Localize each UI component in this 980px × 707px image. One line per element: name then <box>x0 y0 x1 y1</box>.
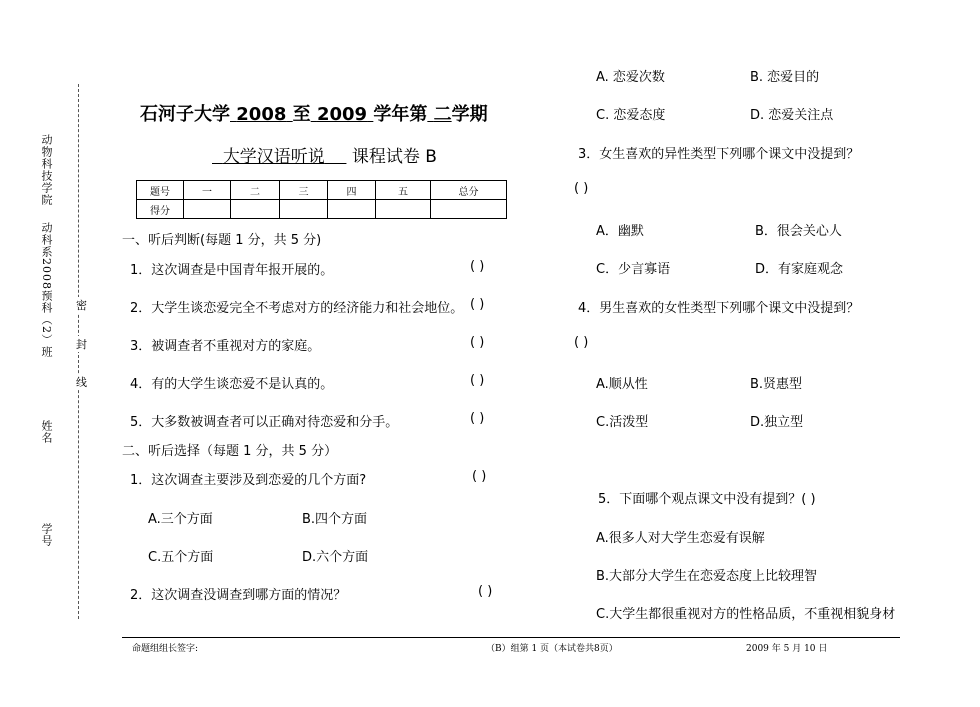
s2-q1-option-b: B.四个方面 <box>302 512 368 527</box>
score-input-cell <box>184 200 231 219</box>
footer-signature-label: 命题组组长签字: <box>132 644 199 654</box>
s2-q2-option-b: B. 恋爱目的 <box>750 70 820 85</box>
s1-q4-blank: ( ) <box>470 373 485 388</box>
s2-q2-text: 2．这次调查没调查到哪方面的情况？ <box>130 588 347 603</box>
s2-q1-option-d: D.六个方面 <box>302 550 369 565</box>
s2-q1-option-c: C.五个方面 <box>148 550 214 565</box>
s2-q1-option-a: A.三个方面 <box>148 512 213 527</box>
s2-q2-option-d: D. 恋爱关注点 <box>750 108 834 123</box>
margin-name-label: 姓名 <box>40 420 53 444</box>
score-input-cell <box>376 200 431 219</box>
s2-q4-blank: ( ) <box>574 335 589 350</box>
score-input-cell <box>328 200 376 219</box>
seal-char-1: 密 <box>76 299 87 312</box>
seal-char-3: 线 <box>76 376 87 389</box>
score-cell: 得分 <box>137 200 184 219</box>
s2-q2-option-c: C. 恋爱态度 <box>596 108 666 123</box>
s2-q5-option-a: A.很多人对大学生恋爱有误解 <box>596 531 765 546</box>
s2-q1-text: 1．这次调查主要涉及到恋爱的几个方面? <box>130 473 367 488</box>
margin-id-label: 学号 <box>40 523 53 547</box>
score-cell: 五 <box>376 181 431 200</box>
s2-q5-option-b: B.大部分大学生在恋爱态度上比较理智 <box>596 569 818 584</box>
s1-q5-text: 5．大多数被调查者可以正确对待恋爱和分手。 <box>130 415 399 430</box>
margin-class: 动科系2008预科（2）班 <box>40 222 53 358</box>
s2-q2-blank: ( ) <box>478 584 493 599</box>
s2-q4-option-a: A.顺从性 <box>596 377 648 392</box>
title-year-term: 学年第 <box>373 104 428 125</box>
exam-title <box>140 100 488 126</box>
s2-q5-text: 5．下面哪个观点课文中没有提到？( ) <box>598 492 816 507</box>
s1-q2-blank: ( ) <box>470 297 485 312</box>
s1-q5-blank: ( ) <box>470 411 485 426</box>
title-semester-suffix: 学期 <box>451 104 488 125</box>
footer-page-info: （B）组第 1 页（本试卷共8页） <box>486 644 618 654</box>
score-cell: 三 <box>280 181 328 200</box>
s1-q3-text: 3．被调查者不重视对方的家庭。 <box>130 339 321 354</box>
semester: 二 <box>433 104 452 125</box>
s2-q4-option-d: D.独立型 <box>750 415 804 430</box>
section1-heading: 一、听后判断(每题 1 分，共 5 分) <box>122 233 322 248</box>
margin-college: 动物科技学院 <box>40 134 53 206</box>
score-input-cell <box>280 200 328 219</box>
score-cell: 一 <box>184 181 231 200</box>
s2-q1-blank: ( ) <box>472 469 487 484</box>
score-cell: 四 <box>328 181 376 200</box>
footer-date: 2009 年 5 月 10 日 <box>746 644 828 654</box>
score-cell: 二 <box>231 181 280 200</box>
s2-q3-option-a: A．幽默 <box>596 224 644 239</box>
s2-q5-option-c: C.大学生都很重视对方的性格品质，不重视相貌身材 <box>596 607 896 622</box>
s2-q3-option-d: D．有家庭观念 <box>755 262 844 277</box>
s1-q1-blank: ( ) <box>470 259 485 274</box>
s2-q3-blank: ( ) <box>574 181 589 196</box>
s1-q1-text: 1．这次调查是中国青年报开展的。 <box>130 263 334 278</box>
s1-q3-blank: ( ) <box>470 335 485 350</box>
course-name: 大学汉语听说 <box>222 147 325 167</box>
course-title <box>212 142 437 167</box>
score-cell: 题号 <box>137 181 184 200</box>
s2-q4-option-b: B.贤惠型 <box>750 377 803 392</box>
s2-q3-text: 3．女生喜欢的异性类型下列哪个课文中没提到？ <box>578 147 860 162</box>
course-suffix: 课程试卷 B <box>351 147 437 167</box>
score-input-cell <box>431 200 507 219</box>
year-start: 2008 <box>236 104 287 125</box>
footer-rule <box>122 637 900 638</box>
title-to: 至 <box>292 104 311 125</box>
s1-q4-text: 4．有的大学生谈恋爱不是认真的。 <box>130 377 334 392</box>
university-name: 石河子大学 <box>140 104 230 125</box>
score-cell: 总分 <box>431 181 507 200</box>
score-table-score-row <box>137 200 507 219</box>
score-table-header-row <box>137 181 507 200</box>
section2-heading: 二、听后选择（每题 1 分，共 5 分） <box>122 444 338 459</box>
score-input-cell <box>231 200 280 219</box>
s2-q4-text: 4．男生喜欢的女性类型下列哪个课文中没提到？ <box>578 301 860 316</box>
s2-q4-option-c: C.活泼型 <box>596 415 649 430</box>
s2-q3-option-c: C．少言寡语 <box>596 262 671 277</box>
s2-q2-option-a: A. 恋爱次数 <box>596 70 665 85</box>
year-end: 2009 <box>316 104 368 125</box>
score-table <box>136 180 507 219</box>
s1-q2-text: 2．大学生谈恋爱完全不考虑对方的经济能力和社会地位。 <box>130 301 464 316</box>
seal-char-2: 封 <box>76 338 87 351</box>
s2-q3-option-b: B．很会关心人 <box>755 224 842 239</box>
